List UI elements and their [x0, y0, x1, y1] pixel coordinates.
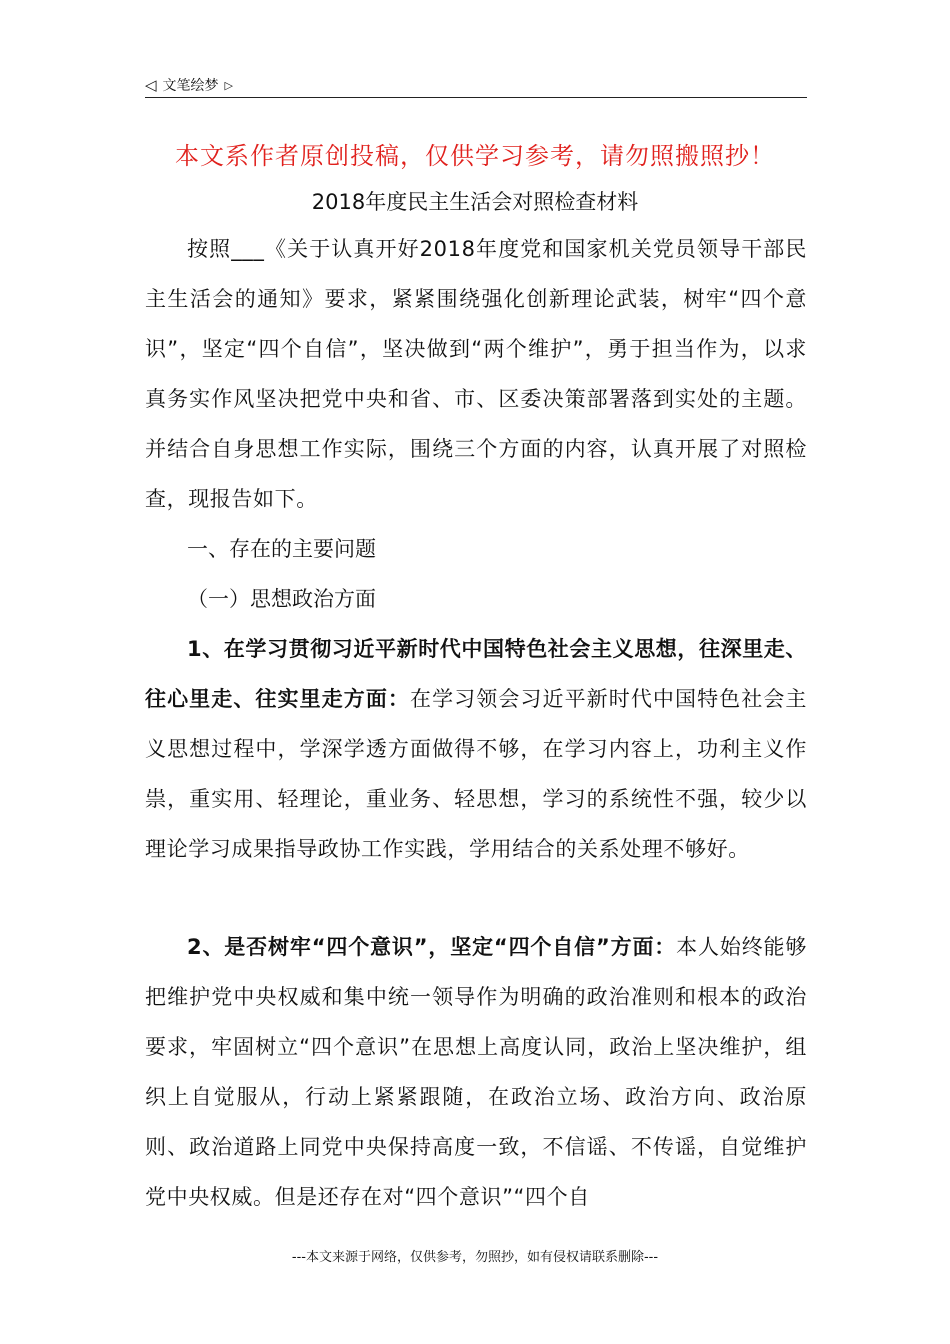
- right-triangle-icon: ▷: [224, 78, 234, 92]
- section-heading: 一、存在的主要问题: [187, 537, 376, 561]
- item-2-lead: 2、是否树牢“四个意识”，坚定“四个自信”方面：: [187, 935, 677, 959]
- item-1-lead: 1、在学习贯彻习近平新时代中国特色社会主义思想，往深里走、往心里走、往实里走方面：: [145, 637, 808, 711]
- header-title: 文笔绘梦: [162, 78, 219, 94]
- item-2-text: 本人始终能够把维护党中央权威和集中统一领导作为明确的政治准则和根本的政治要求，牢固树立“四个意识”在思想上高度认同，政治上坚决维护，组织上自觉服从，行动上紧紧跟随，在政治立场、政治方向、政治原则、政治道路上同党中央保持高度一致，不信谣、不传谣，自觉维护党中央权威。但是还存在对“四个意识”“四个自: [145, 935, 807, 1209]
- page-header: [145, 72, 807, 98]
- document-title: 2018年度民主生活会对照检查材料: [311, 190, 639, 214]
- subsection-heading: （一）思想政治方面: [187, 587, 376, 611]
- header-divider: [145, 97, 807, 98]
- left-triangle-icon: ◁: [145, 75, 157, 94]
- page-footer: ---本文来源于网络，仅供参考，勿照抄，如有侵权请联系删除---: [291, 1250, 659, 1265]
- copyright-notice: 本文系作者原创投稿，仅供学习参考，请勿照搬照抄！: [175, 142, 775, 170]
- item-1-text: 在学习领会习近平新时代中国特色社会主义思想过程中，学深学透方面做得不够，在学习内容上，功利主义作祟，重实用、轻理论，重业务、轻思想，学习的系统性不强，较少以理论学习成果指导政协工作实践，学用结合的关系处理不够好。: [145, 687, 807, 861]
- intro-paragraph: 按照___《关于认真开好2018年度党和国家机关党员领导干部民主生活会的通知》要求，紧紧围绕强化创新理论武装，树牢“四个意识”，坚定“四个自信”，坚决做到“两个维护”，勇于担当作为，以求真务实作风坚决把党中央和省、市、区委决策部署落到实处的主题。并结合自身思想工作实际，围绕三个方面的内容，认真开展了对照检查，现报告如下。: [145, 237, 807, 511]
- item-1-paragraph: [145, 624, 807, 874]
- item-2-paragraph: [145, 922, 807, 1222]
